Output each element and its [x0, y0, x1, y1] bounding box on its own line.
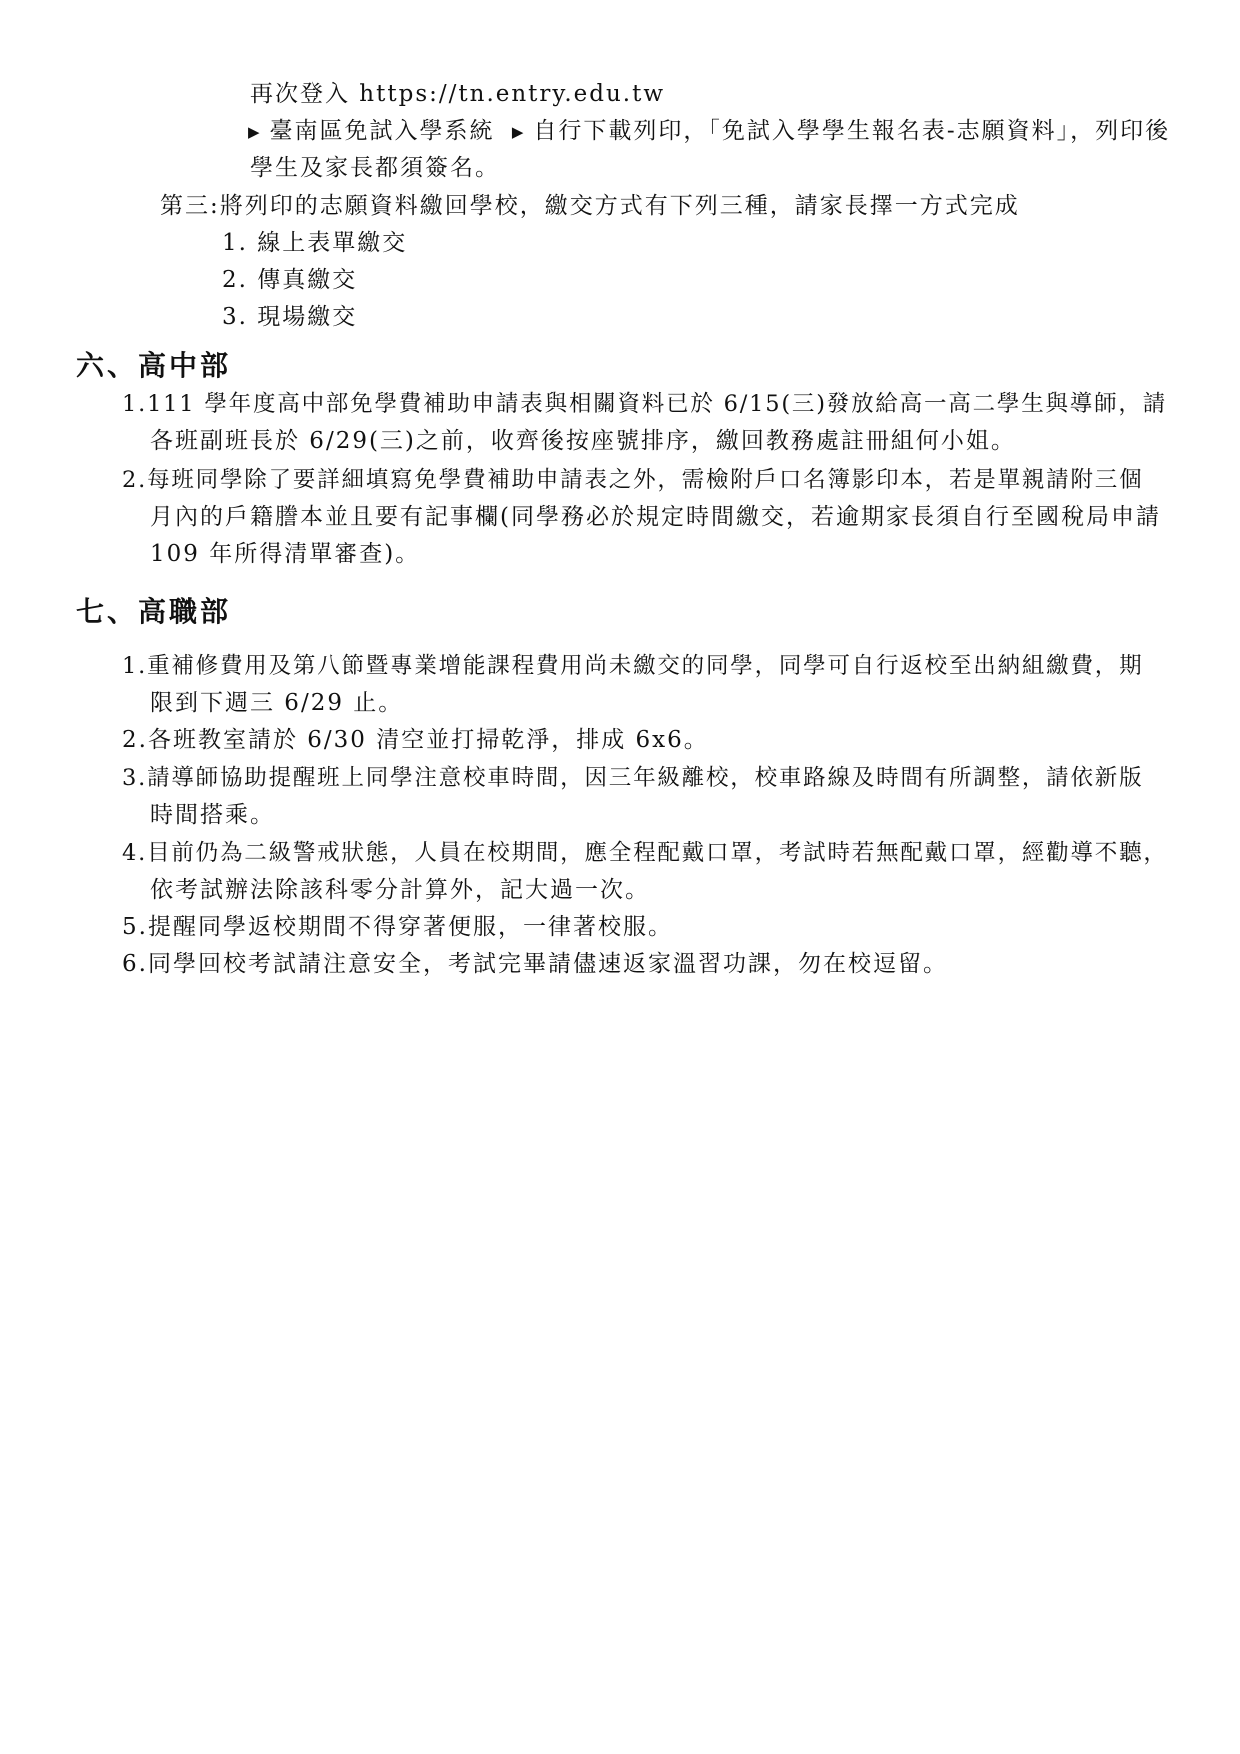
- list-item-line: 時間搭乘。: [150, 802, 275, 828]
- section-7-heading: 七、高職部: [76, 595, 232, 628]
- list-item-line: 月內的戶籍謄本並且要有記事欄(同學務必於規定時間繳交，若逾期家長須自行至國稅局申請: [150, 504, 1161, 530]
- method-item: 3. 現場繳交: [222, 304, 358, 330]
- list-item-line: 限到下週三 6/29 止。: [150, 690, 404, 716]
- triangle-bullet-icon: ▶: [511, 123, 526, 141]
- method-item: 1. 線上表單繳交: [222, 230, 408, 256]
- method-item: 2. 傳真繳交: [222, 267, 358, 293]
- signature-note-line: 學生及家長都須簽名。: [250, 155, 500, 181]
- triangle-bullet-icon: ▶: [248, 123, 262, 141]
- list-item-line: 5.提醒同學返校期間不得穿著便服，一律著校服。: [122, 914, 673, 940]
- login-url-line: 再次登入 https://tn.entry.edu.tw: [250, 81, 666, 107]
- step3-line: 第三:將列印的志願資料繳回學校，繳交方式有下列三種，請家長擇一方式完成: [160, 193, 1020, 219]
- print-step-text: 自行下載列印，「免試入學學生報名表-志願資料」，列印後: [533, 118, 1171, 144]
- list-item-line: 依考試辦法除該科零分計算外，記大過一次。: [150, 877, 650, 903]
- print-instruction-line: [248, 113, 1170, 150]
- list-item-line: 4.目前仍為二級警戒狀態，人員在校期間，應全程配戴口罩，考試時若無配戴口罩，經勸導不聽，: [122, 840, 1168, 866]
- list-item-line: 1.111 學年度高中部免學費補助申請表與相關資料已於 6/15(三)發放給高一高二學生與導師，請: [122, 391, 1168, 417]
- list-item-line: 1.重補修費用及第八節暨專業增能課程費用尚未繳交的同學，同學可自行返校至出納組繳費，期: [122, 653, 1144, 679]
- system-name-text: 臺南區免試入學系統: [269, 118, 495, 144]
- list-item-line: 109 年所得清單審查)。: [150, 541, 421, 567]
- list-item-line: 各班副班長於 6/29(三)之前，收齊後按座號排序，繳回教務處註冊組何小姐。: [150, 428, 1016, 454]
- section-6-heading: 六、高中部: [76, 349, 232, 382]
- list-item-line: 2.各班教室請於 6/30 清空並打掃乾淨，排成 6x6。: [122, 727, 709, 753]
- list-item-line: 6.同學回校考試請注意安全，考試完畢請儘速返家溫習功課，勿在校逗留。: [122, 951, 948, 977]
- list-item-line: 2.每班同學除了要詳細填寫免學費補助申請表之外，需檢附戶口名簿影印本，若是單親請附三個: [122, 467, 1144, 493]
- list-item-line: 3.請導師協助提醒班上同學注意校車時間，因三年級離校，校車路線及時間有所調整，請依新版: [122, 765, 1144, 791]
